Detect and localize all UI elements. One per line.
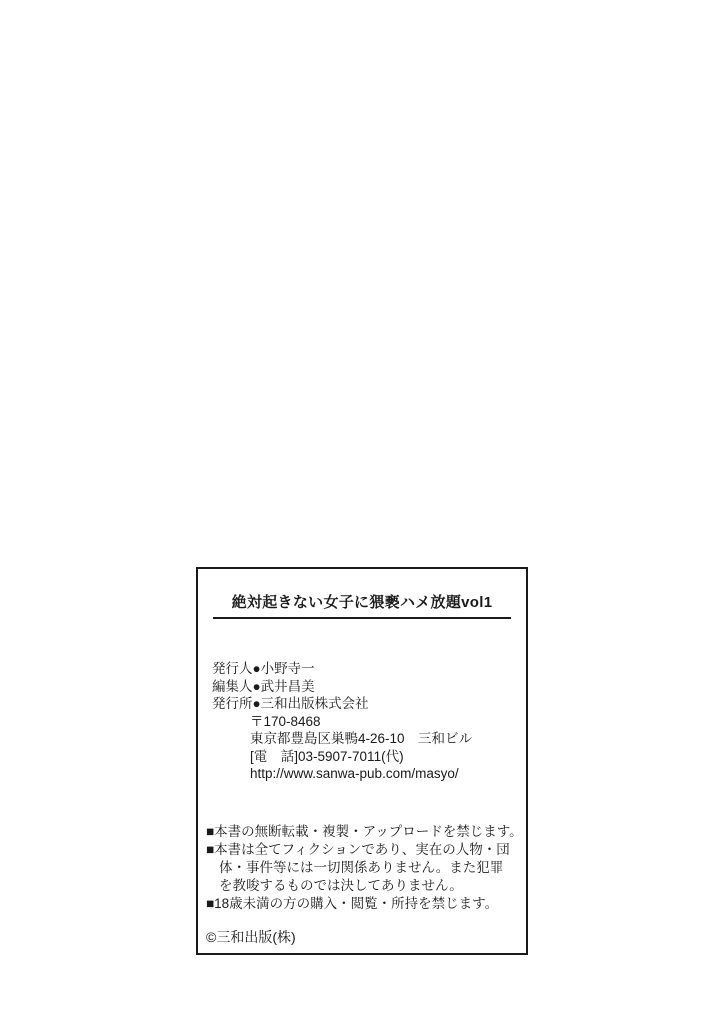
publisher-info [212, 660, 526, 783]
notice-line-fiction-2: 体・事件等には一切関係ありません。また犯罪 [219, 859, 504, 875]
copyright-line: ©三和出版(株) [206, 928, 296, 945]
publisher-line-address: 東京都豊島区巣鴨4-26-10 三和ビル [250, 731, 473, 746]
publisher-line-editor: 編集人●武井昌美 [212, 678, 315, 694]
publisher-line-postal-code: 〒170-8468 [250, 713, 321, 729]
colophon-box [196, 567, 528, 955]
legal-notices [206, 823, 523, 913]
notice-line-age-restriction: ■18歳未満の方の購入・閲覧・所持を禁じます。 [206, 895, 499, 911]
publisher-line-phone: [電 話]03-5907-7011(代) [250, 748, 404, 764]
notice-line-no-reproduction: ■本書の無断転載・複製・アップロードを禁じます。 [206, 823, 523, 839]
publisher-line-issuer: 発行人●小野寺一 [212, 661, 315, 676]
notice-line-fiction-3: を教唆するものでは決してありません。 [219, 877, 463, 893]
notice-line-fiction-1: ■本書は全てフィクションであり、実在の人物・団 [206, 841, 510, 857]
publisher-line-publisher: 発行所●三和出版株式会社 [212, 696, 369, 711]
publisher-url: http://www.sanwa-pub.com/masyo/ [250, 766, 459, 781]
book-title: 絶対起きない女子に猥褻ハメ放題vol1 [213, 595, 511, 619]
